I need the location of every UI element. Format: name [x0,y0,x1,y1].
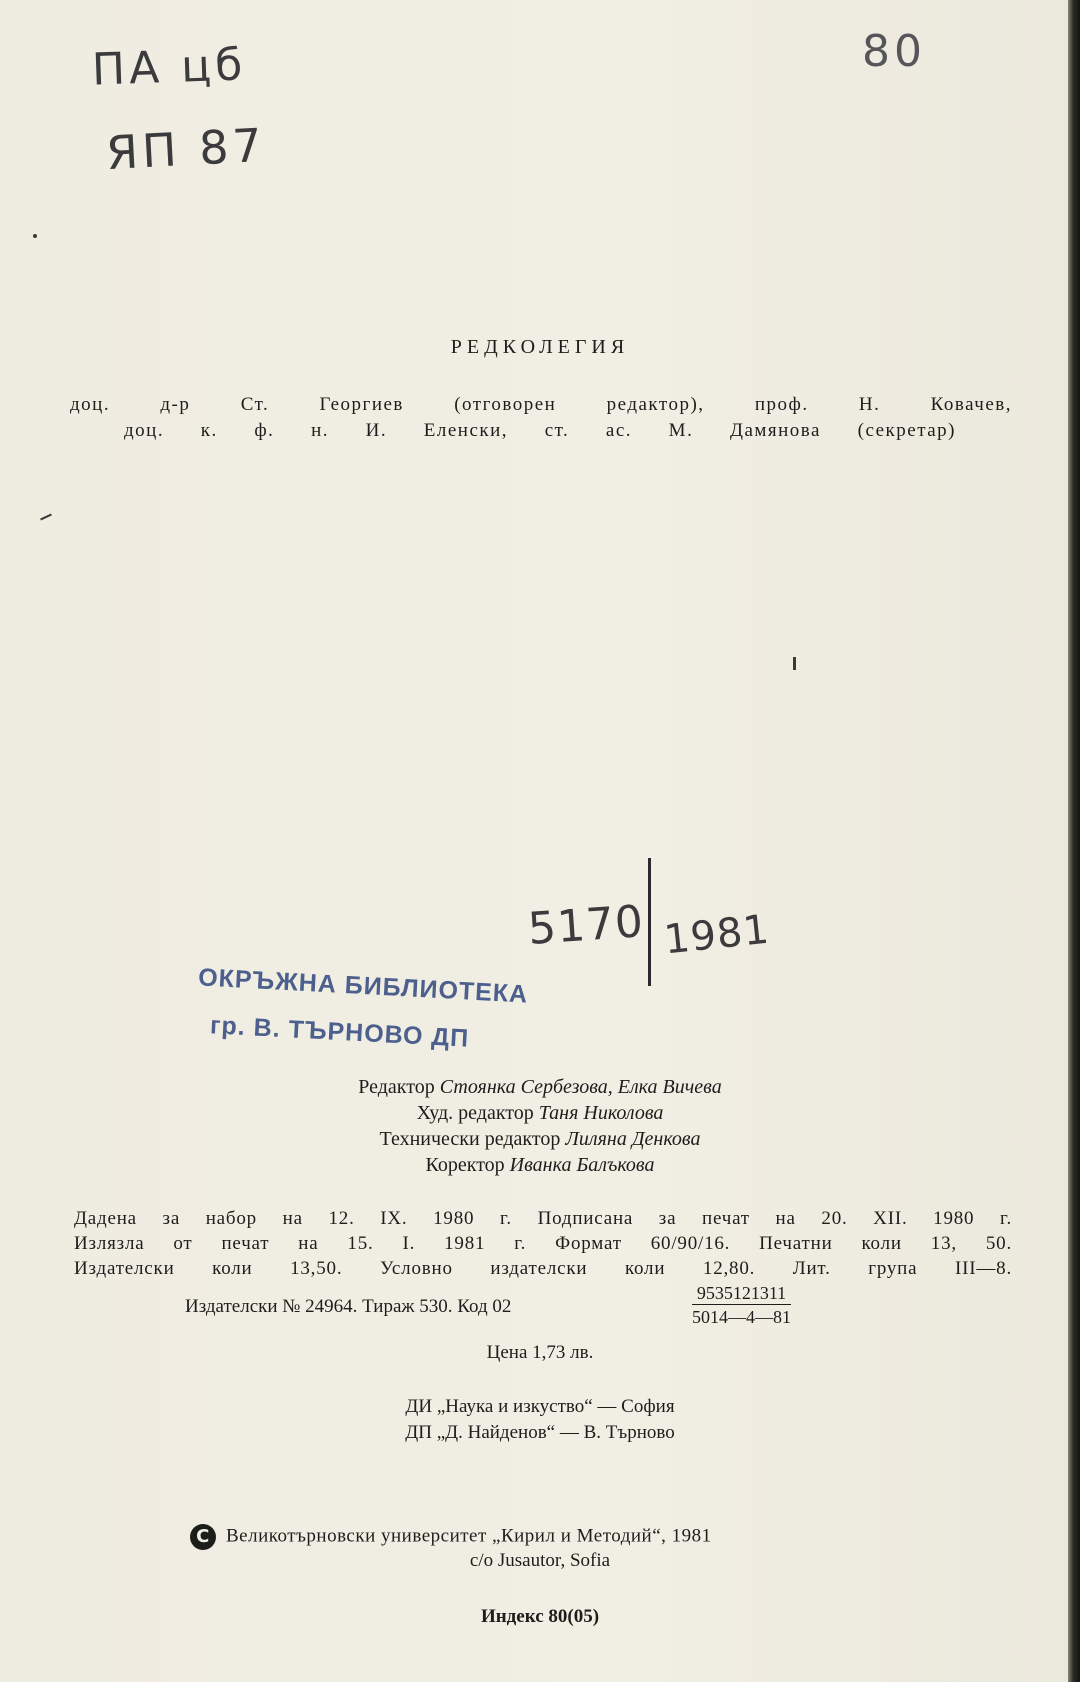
copyright-block [190,1524,712,1550]
handwritten-page-number: 80 [862,26,926,77]
publisher-line-1: ДИ „Наука и изкуство“ — София [405,1396,675,1417]
index-code: Индекс 80(05) [480,1606,600,1627]
credit-technical-editor: Технически редактор Лиляна Денкова [379,1128,701,1150]
imprint-line-2: Излязла от печат на 15. I. 1981 г. Формат 60/90/16. Печатни коли 13, 50. [74,1233,1012,1254]
credit-editor: Редактор Стоянка Сербезова, Елка Вичева [358,1076,722,1098]
copyright-icon: C [190,1524,216,1550]
handwritten-shelf-code: ЯП 87 [104,117,268,181]
paper-speck [40,514,52,521]
editorial-board-title: РЕДКОЛЕГИЯ [450,336,630,358]
handwritten-shelf-mark: ПА цб [91,39,248,96]
paper-speck [33,234,37,238]
library-stamp-line-1: ОКРЪЖНА БИБЛИОТЕКА [197,963,529,1009]
publication-code-fraction [692,1283,791,1328]
handwritten-divider [648,858,651,986]
credit-proofreader: Коректор Иванка Балъкова [425,1154,655,1176]
copyright-line-1: Великотърновски университет „Кирил и Методий“, 1981 [226,1525,712,1547]
imprint-line-3: Издателски коли 13,50. Условно издателски коли 12,80. Лит. група III—8. [74,1258,1012,1279]
editorial-board-line-1: доц. д-р Ст. Георгиев (отговорен редактор), проф. Н. Ковачев, [70,394,1012,415]
imprint-line-4: Издателски № 24964. Тираж 530. Код 02 [185,1296,512,1317]
book-spine-edge [1068,0,1080,1682]
credits-block [0,1074,1080,1178]
publisher-line-2: ДП „Д. Найденов“ — В. Търново [405,1422,675,1443]
paper-speck [793,657,796,670]
library-stamp-line-2: гр. В. ТЪРНОВО ДП [209,1011,470,1053]
code-denominator: 5014—4—81 [692,1307,791,1327]
code-numerator: 9535121311 [692,1283,791,1305]
imprint-line-1: Дадена за набор на 12. IX. 1980 г. Подписана за печат на 20. XII. 1980 г. [74,1208,1012,1229]
price: Цена 1,73 лв. [486,1342,594,1363]
handwritten-inventory-year: 1981 [661,906,772,964]
copyright-line-2: c/o Jusautor, Sofia [469,1550,611,1571]
credit-art-editor: Худ. редактор Таня Николова [416,1102,664,1124]
handwritten-inventory-number: 5170 [526,896,646,955]
editorial-board-line-2: доц. к. ф. н. И. Еленски, ст. ас. М. Дамянова (секретар) [124,420,956,441]
